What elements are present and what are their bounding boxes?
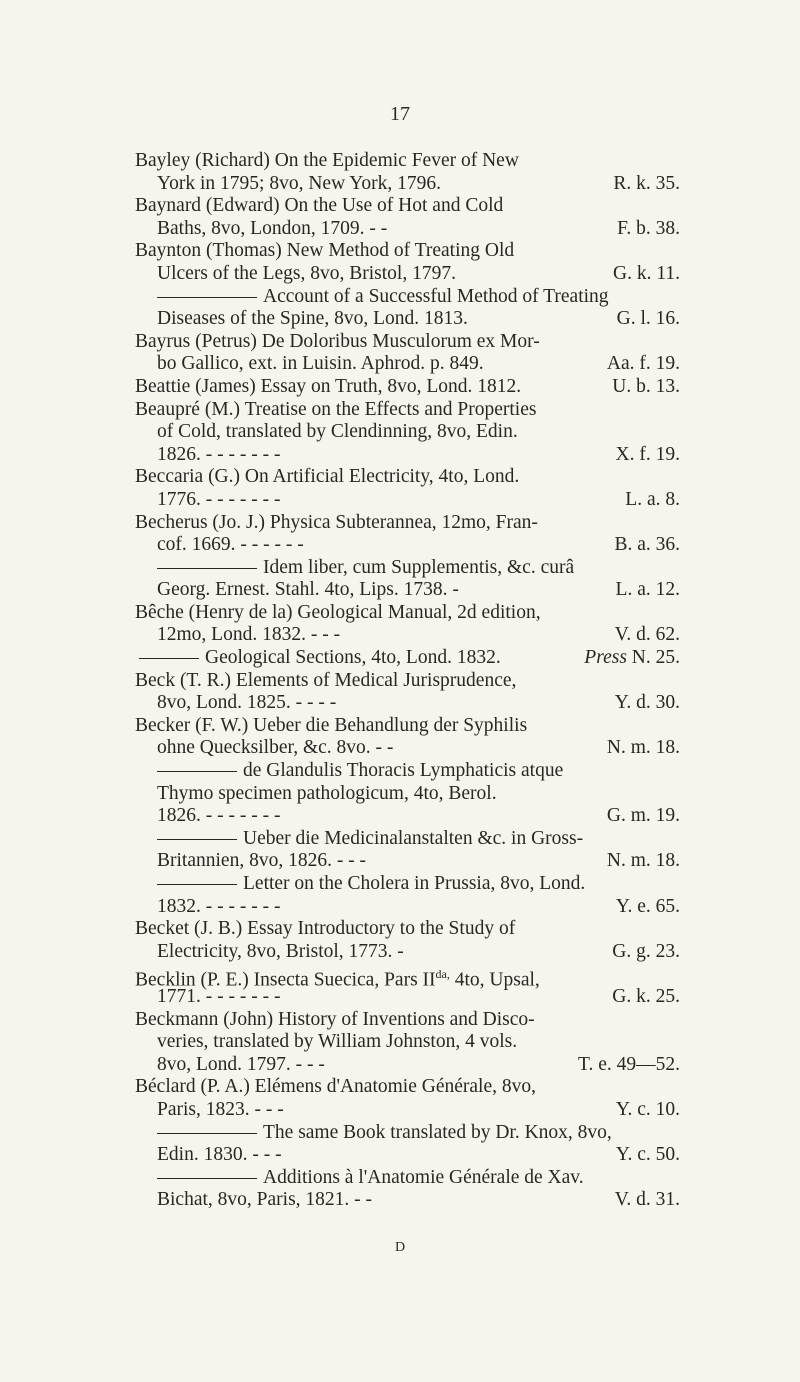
entry-line: Idem liber, cum Supplementis, &c. curâ xyxy=(135,557,680,580)
ditto-dash xyxy=(157,771,237,772)
shelf-mark: V. d. 62. xyxy=(614,624,680,646)
entry-line: ohne Quecksilber, &c. 8vo. - - N. m. 18. xyxy=(157,737,680,759)
entry-line: cof. 1669. - - - - - - B. a. 36. xyxy=(157,534,680,556)
entry-line: Additions à l'Anatomie Générale de Xav. xyxy=(135,1167,680,1190)
entry-line: 1826. - - - - - - - X. f. 19. xyxy=(157,443,680,465)
shelf-mark: F. b. 38. xyxy=(617,217,680,239)
shelf-mark: Y. d. 30. xyxy=(614,692,680,714)
entry-line: Becherus (Jo. J.) Physica Subterannea, 12mo, Fran- xyxy=(135,511,538,533)
shelf-mark: L. a. 12. xyxy=(615,579,680,601)
entry-line: Bayley (Richard) On the Epidemic Fever of New xyxy=(135,150,519,171)
entry-line: Bayrus (Petrus) De Doloribus Musculorum ex Mor- xyxy=(135,330,540,352)
entry-line: Beattie (James) Essay on Truth, 8vo, Lond. 1812. U. b. 13. xyxy=(135,375,680,397)
entry-line: Beaupré (M.) Treatise on the Effects and Properties xyxy=(135,398,537,420)
shelf-mark: G. k. 11. xyxy=(613,262,680,284)
entry-line: de Glandulis Thoracis Lymphaticis atque xyxy=(135,760,680,783)
shelf-mark: G. l. 16. xyxy=(616,308,680,330)
ditto-dash xyxy=(157,297,257,298)
shelf-mark: G. k. 25. xyxy=(612,985,680,1007)
shelf-mark: B. a. 36. xyxy=(614,534,680,556)
shelf-mark: X. f. 19. xyxy=(615,443,680,465)
entry-line: York in 1795; 8vo, New York, 1796. R. k. 35. xyxy=(157,172,680,194)
entry-line: Edin. 1830. - - - Y. c. 50. xyxy=(157,1144,680,1166)
ditto-dash xyxy=(157,839,237,840)
shelf-mark: T. e. 49—52. xyxy=(578,1053,680,1075)
shelf-mark: N. m. 18. xyxy=(606,737,680,759)
entry-line: Becklin (P. E.) Insecta Suecica, Pars $II^{da,}$ 4to, Upsal, xyxy=(135,967,540,991)
entry-line: Beccaria (G.) On Artificial Electricity, 4to, Lond. xyxy=(135,466,520,488)
shelf-mark: G. g. 23. xyxy=(612,940,680,962)
press-label: Press xyxy=(584,647,627,669)
page-number: 17 xyxy=(390,103,410,125)
entry-line: 1826. - - - - - - - G. m. 19. xyxy=(157,805,680,827)
entry-line: Becker (F. W.) Ueber die Behandlung der Syphilis xyxy=(135,714,528,736)
shelf-mark: Press N. 25. xyxy=(584,647,680,669)
entry-line: Ulcers of the Legs, 8vo, Bristol, 1797. G. k. 11. xyxy=(157,262,680,284)
entry-line: 1776. - - - - - - - L. a. 8. xyxy=(157,488,680,510)
shelf-mark: R. k. 35. xyxy=(613,172,680,194)
entry-line: 1771. - - - - - - - G. k. 25. xyxy=(157,985,680,1007)
ditto-dash xyxy=(157,568,257,569)
entry-line: Becket (J. B.) Essay Introductory to the Study of xyxy=(135,918,516,940)
entry-line: bo Gallico, ext. in Luisin. Aphrod. p. 849. Aa. f. 19. xyxy=(157,353,680,375)
entry-line: Letter on the Cholera in Prussia, 8vo, Lond. xyxy=(135,873,680,896)
entry-line: Electricity, 8vo, Bristol, 1773. - G. g. 23. xyxy=(157,940,680,962)
ditto-dash xyxy=(157,1133,257,1134)
ditto-dash xyxy=(157,1178,257,1179)
entry-line: Baynton (Thomas) New Method of Treating Old xyxy=(135,240,515,262)
entry-line: Beck (T. R.) Elements of Medical Jurisprudence, xyxy=(135,669,517,691)
shelf-mark: G. m. 19. xyxy=(606,805,680,827)
entry-line: Account of a Successful Method of Treating xyxy=(135,286,680,309)
entry-line: The same Book translated by Dr. Knox, 8vo, xyxy=(135,1122,680,1145)
shelf-mark: N. m. 18. xyxy=(606,850,680,872)
entry-line: of Cold, translated by Clendinning, 8vo, Edin. xyxy=(157,421,518,443)
entry-line: Beckmann (John) History of Inventions and Disco- xyxy=(135,1008,535,1030)
entry-line: 8vo, Lond. 1797. - - - T. e. 49—52. xyxy=(157,1053,680,1075)
shelf-mark: Y. c. 50. xyxy=(615,1144,680,1166)
entry-line: Georg. Ernest. Stahl. 4to, Lips. 1738. - L. a. 12. xyxy=(157,579,680,601)
entry-line: Béclard (P. A.) Elémens d'Anatomie Générale, 8vo, xyxy=(135,1076,536,1098)
ditto-dash xyxy=(157,884,237,885)
entry-line: Thymo specimen pathologicum, 4to, Berol. xyxy=(157,782,497,804)
entry-line: Britannien, 8vo, 1826. - - - N. m. 18. xyxy=(157,850,680,872)
shelf-mark: Y. c. 10. xyxy=(615,1098,680,1120)
entry-line: 8vo, Lond. 1825. - - - - Y. d. 30. xyxy=(157,692,680,714)
entry-line: 12mo, Lond. 1832. - - - V. d. 62. xyxy=(157,624,680,646)
shelf-mark: L. a. 8. xyxy=(625,488,680,510)
ditto-dash xyxy=(139,658,199,659)
shelf-mark: Aa. f. 19. xyxy=(606,353,680,375)
signature-mark: D xyxy=(394,1240,406,1255)
entry-line: Baths, 8vo, London, 1709. - - F. b. 38. xyxy=(157,217,680,239)
entry-line: Baynard (Edward) On the Use of Hot and Cold xyxy=(135,195,504,217)
superscript: da, xyxy=(435,967,450,982)
entry-line: Bêche (Henry de la) Geological Manual, 2d edition, xyxy=(135,601,541,623)
catalogue-entries xyxy=(135,150,680,1212)
entry-line: Bichat, 8vo, Paris, 1821. - - V. d. 31. xyxy=(157,1189,680,1211)
entry-line: Geological Sections, 4to, Lond. 1832. Press N. 25. xyxy=(135,647,680,670)
entry-line: Ueber die Medicinalanstalten &c. in Gross- xyxy=(135,828,680,851)
entry-line: veries, translated by William Johnston, 4 vols. xyxy=(157,1031,518,1053)
shelf-mark: Y. e. 65. xyxy=(615,895,680,917)
entry-line: Diseases of the Spine, 8vo, Lond. 1813. G. l. 16. xyxy=(157,308,680,330)
entry-line: Paris, 1823. - - - Y. c. 10. xyxy=(157,1098,680,1120)
entry-line: 1832. - - - - - - - Y. e. 65. xyxy=(157,895,680,917)
shelf-mark: U. b. 13. xyxy=(612,375,680,397)
shelf-mark: V. d. 31. xyxy=(614,1189,680,1211)
